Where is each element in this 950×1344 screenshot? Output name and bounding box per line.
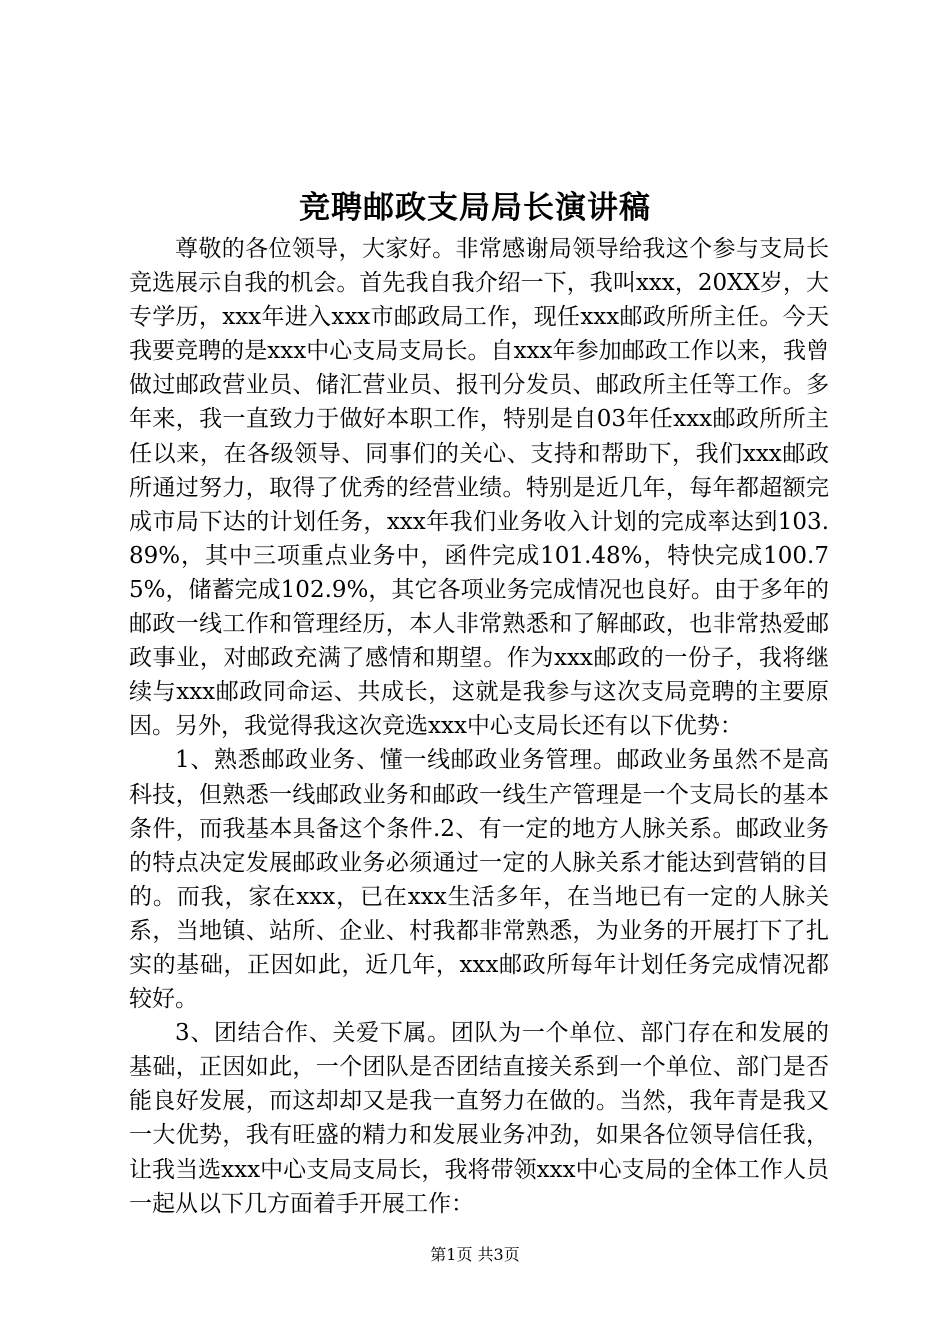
document-title: 竞聘邮政支局局长演讲稿 (299, 190, 651, 226)
page-footer: 第1页 共3页 (430, 1245, 520, 1264)
paragraph-intro: 尊敬的各位领导，大家好。非常感谢局领导给我这个参与支局长竞选展示自我的机会。首先我自我介绍一下，我叫xxx，20XX岁，大专学历，xxx年进入xxx市邮政局工作，现任xxx邮政所所主任。今天我要竞聘的是xxx中心支局支局长。自xxx年参加邮政工作以来，我曾做过邮政营业员、储汇营业员、报刊分发员、邮政所主任等工作。多年来，我一直致力于做好本职工作，特别是自03年任xxx邮政所所主任以来，在各级领导、同事们的关心、支持和帮助下，我们xxx邮政所通过努力，取得了优秀的经营业绩。特别是近几年，每年都超额完成市局下达的计划任务，xxx年我们业务收入计划的完成率达到103.89%，其中三项重点业务中，函件完成101.48%，特快完成100.75%，储蓄完成102.9%，其它各项业务完成情况也良好。由于多年的邮政一线工作和管理经历，本人非常熟悉和了解邮政，也非常热爱邮政事业，对邮政充满了感情和期望。作为xxx邮政的一份子，我将继续与xxx邮政同命运、共成长，这就是我参与这次支局竞聘的主要原因。另外，我觉得我这次竞选xxx中心支局长还有以下优势： (129, 236, 829, 740)
paragraph-advantage-3: 3、团结合作、关爱下属。团队为一个单位、部门存在和发展的基础，正因如此，一个团队是否团结直接关系到一个单位、部门是否能良好发展，而这却却又是我一直努力在做的。当然，我年青是我又一大优势，我有旺盛的精力和发展业务冲劲，如果各位领导信任我，让我当选xxx中心支局支局长，我将带领xxx中心支局的全体工作人员一起从以下几方面着手开展工作： (129, 1020, 829, 1217)
document-body (129, 232, 829, 1221)
paragraph-advantages-1-2: 1、熟悉邮政业务、懂一线邮政业务管理。邮政业务虽然不是高科技，但熟悉一线邮政业务和邮政一线生产管理是一个支局长的基本条件，而我基本具备这个条件.2、有一定的地方人脉关系。邮政业务的特点决定发展邮政业务必须通过一定的人脉关系才能达到营销的目的。而我，家在xxx，已在xxx生活多年，在当地已有一定的人脉关系，当地镇、站所、企业、村我都非常熟悉，为业务的开展打下了扎实的基础，正因如此，近几年，xxx邮政所每年计划任务完成情况都较好。 (129, 747, 829, 1013)
